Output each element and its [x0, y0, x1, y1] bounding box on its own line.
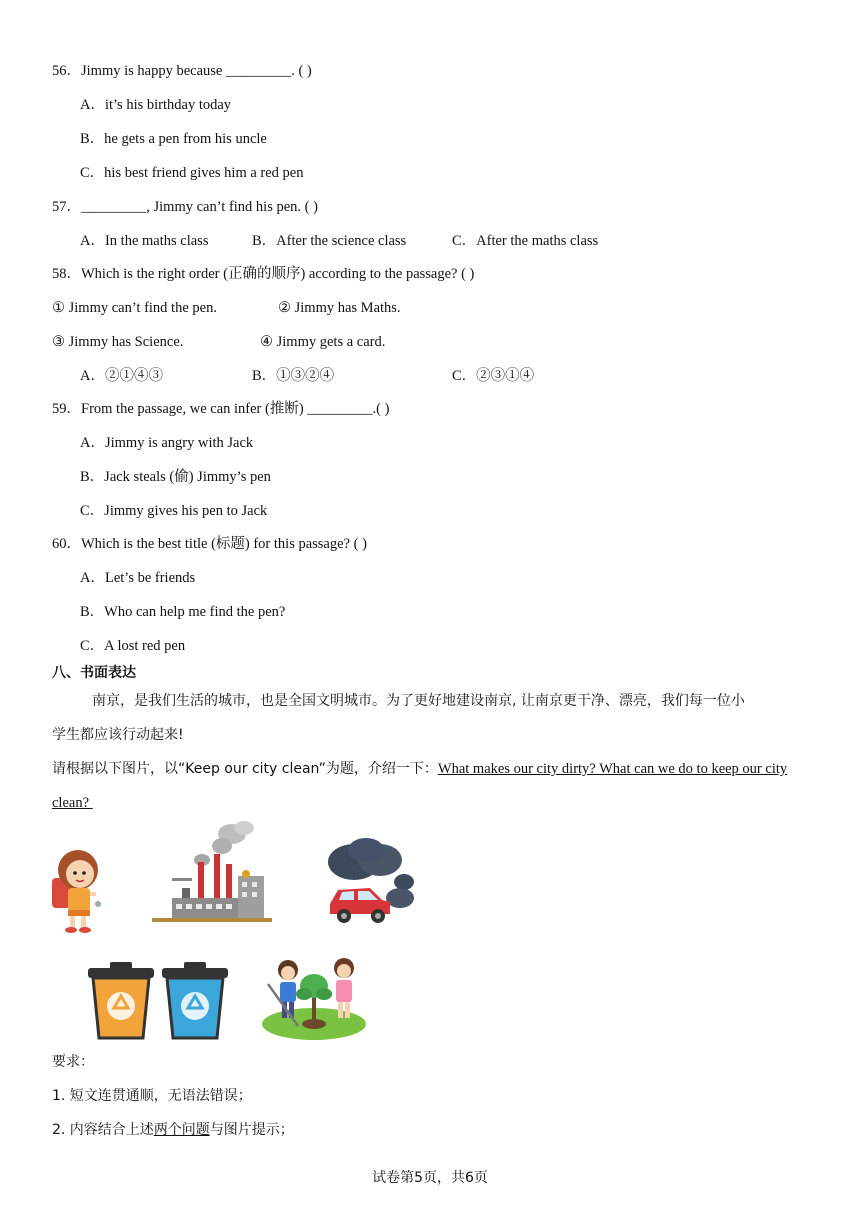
q59-option-b: B．Jack steals (偷) Jimmy’s pen [80, 469, 271, 485]
prompt-question-2: clean? [52, 795, 90, 811]
q57-stem: 57．_________, Jimmy can’t find his pen. ( ) [52, 199, 318, 215]
q58-option-a: A．②①④③ [80, 368, 163, 384]
car-exhaust-icon [324, 838, 418, 926]
factory-smoke-icon [152, 820, 272, 924]
q57-option-a: A．In the maths class [80, 233, 209, 249]
page-footer: 试卷第5页，共6页 [372, 1170, 488, 1186]
section-title: 八、书面表达 [52, 665, 136, 681]
q59-option-a: A．Jimmy is angry with Jack [80, 435, 254, 451]
q56-option-c: C．his best friend gives him a red pen [80, 165, 304, 181]
q60-option-c: C．A lost red pen [80, 638, 186, 654]
q58-stem: 58．Which is the right order (正确的顺序) according to the passage? ( ) [52, 266, 475, 282]
q59-option-c: C．Jimmy gives his pen to Jack [80, 503, 268, 519]
q56-option-b: B．he gets a pen from his uncle [80, 131, 267, 147]
requirement-2-prefix: 2. 内容结合上述 [52, 1122, 154, 1138]
q58-event-3: ③ Jimmy has Science. [52, 334, 184, 350]
recycling-bins-icon [88, 962, 230, 1040]
littering-girl-icon [50, 848, 102, 934]
prompt-question-1: What makes our city dirty? What can we do to keep our city [437, 761, 788, 777]
prompt-prefix: 请根据以下图片，以“Keep our city clean”为题，介绍一下： [52, 761, 438, 777]
q57-option-b: B．After the science class [252, 233, 407, 249]
q56-option-a: A．it’s his birthday today [80, 97, 232, 113]
requirement-2-underlined: 两个问题 [153, 1122, 210, 1138]
q58-event-2: ② Jimmy has Maths. [278, 300, 401, 316]
requirements-title: 要求： [52, 1054, 94, 1070]
q60-option-b: B．Who can help me find the pen? [80, 604, 286, 620]
q58-event-1: ① Jimmy can’t find the pen. [52, 300, 217, 316]
requirement-1: 1. 短文连贯通顺，无语法错误； [52, 1088, 252, 1104]
section-intro-line-1: 南京，是我们生活的城市，也是全国文明城市。为了更好地建设南京, 让南京更干净、漂亮，我们每一位小 [92, 693, 745, 709]
requirement-2-suffix: 与图片提示； [209, 1122, 294, 1138]
writing-prompt [52, 760, 787, 778]
planting-trees-icon [258, 954, 368, 1042]
q58-event-4: ④ Jimmy gets a card. [260, 334, 386, 350]
q58-option-c: C．②③①④ [452, 368, 535, 384]
q60-stem: 60．Which is the best title (标题) for this passage? ( ) [52, 536, 367, 552]
q59-stem: 59．From the passage, we can infer (推断) _________.( ) [52, 401, 390, 417]
q56-stem: 56．Jimmy is happy because _________. ( ) [52, 63, 312, 79]
writing-prompt-cont [52, 794, 93, 812]
requirement-2 [52, 1121, 294, 1139]
q58-option-b: B．①③②④ [252, 368, 335, 384]
section-intro-line-2: 学生都应该行动起来! [52, 727, 184, 743]
q60-option-a: A．Let’s be friends [80, 570, 196, 586]
q57-option-c: C．After the maths class [452, 233, 599, 249]
